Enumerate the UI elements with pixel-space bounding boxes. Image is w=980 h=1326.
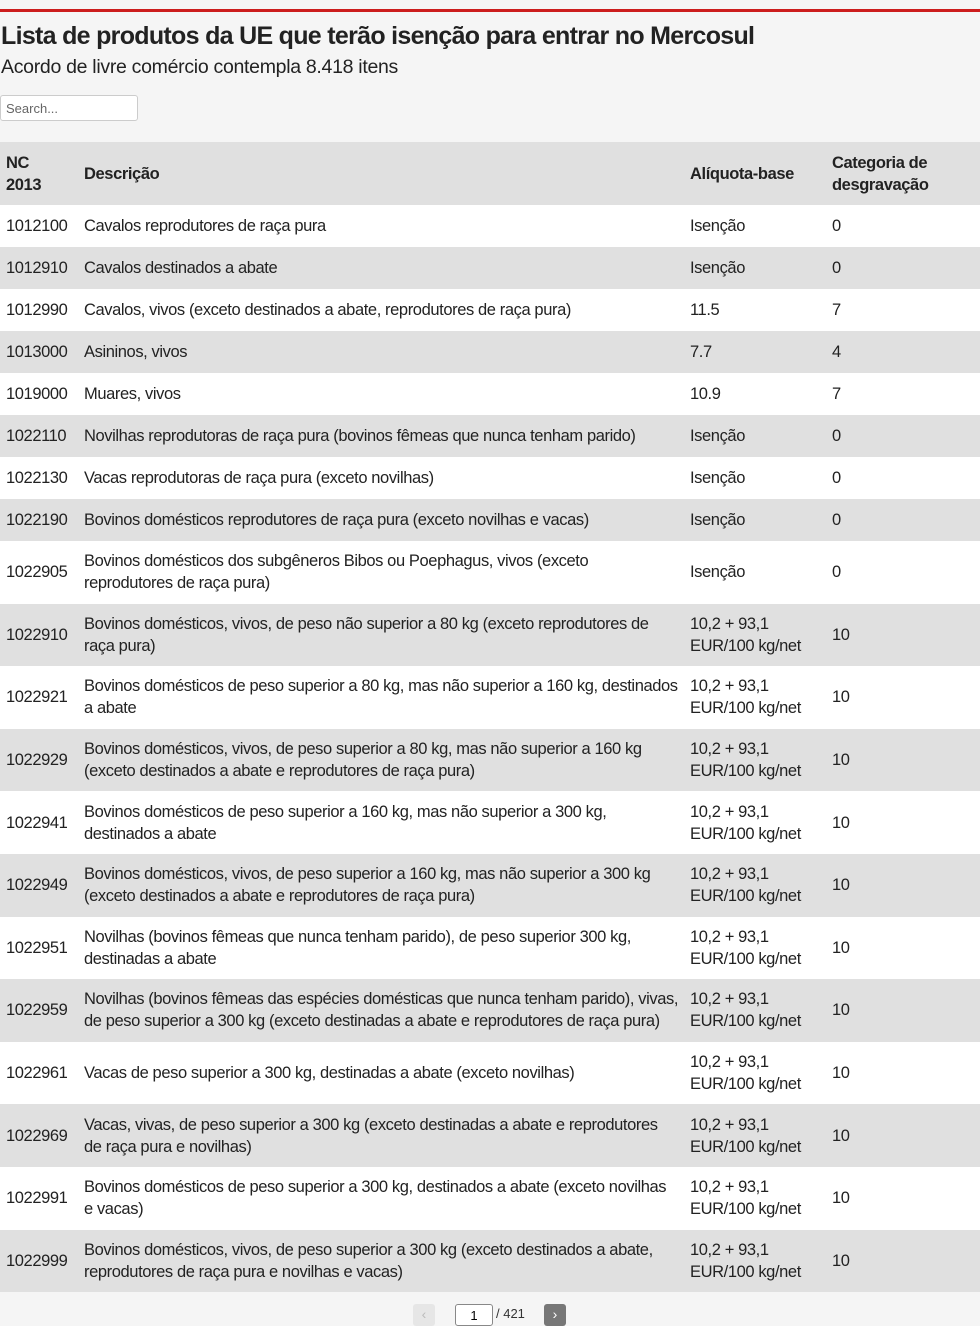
cell-nc: 1022949 — [6, 876, 68, 895]
table-row — [0, 1230, 980, 1293]
products-table — [0, 142, 980, 1292]
cell-aliquota: 10,2 + 93,1 EUR/100 kg/net — [690, 1115, 801, 1156]
table-row — [0, 1042, 980, 1105]
column-header-aliquota[interactable]: Alíquota-base — [690, 164, 794, 183]
cell-nc: 1022961 — [6, 1064, 68, 1083]
table-header-row — [0, 142, 980, 205]
cell-categoria: 10 — [832, 1126, 850, 1145]
cell-aliquota: Isenção — [690, 259, 745, 277]
cell-descricao: Bovinos domésticos, vivos, de peso não superior a 80 kg (exceto reprodutores de raça pura) — [84, 614, 649, 655]
table-row — [0, 729, 980, 792]
cell-aliquota: Isenção — [690, 217, 745, 235]
table-row — [0, 979, 980, 1042]
cell-nc: 1022910 — [6, 625, 68, 644]
cell-aliquota: Isenção — [690, 469, 745, 487]
cell-descricao: Vacas de peso superior a 300 kg, destinadas a abate (exceto novilhas) — [84, 1064, 575, 1083]
cell-descricao: Vacas reprodutoras de raça pura (exceto novilhas) — [84, 469, 434, 487]
page-subtitle: Acordo de livre comércio contempla 8.418 itens — [1, 56, 398, 78]
cell-aliquota: 10,2 + 93,1 EUR/100 kg/net — [690, 1053, 801, 1094]
cell-nc: 1022999 — [6, 1251, 68, 1270]
cell-aliquota: 10,2 + 93,1 EUR/100 kg/net — [690, 614, 801, 655]
cell-nc: 1022969 — [6, 1126, 68, 1145]
cell-descricao: Novilhas (bovinos fêmeas das espécies domésticas que nunca tenham parido), vivas, de peso superior a 300 kg (exceto destinadas a abate e reprodutores de raça pura) — [84, 990, 679, 1031]
column-header-nc[interactable]: NC 2013 — [6, 153, 42, 194]
table-row — [0, 917, 980, 980]
table-row — [0, 666, 980, 729]
cell-categoria: 10 — [832, 1251, 850, 1270]
cell-nc: 1022929 — [6, 751, 68, 770]
cell-aliquota: 10,2 + 93,1 EUR/100 kg/net — [690, 990, 801, 1031]
cell-categoria: 0 — [832, 563, 841, 582]
cell-categoria: 10 — [832, 1001, 850, 1020]
table-row — [0, 289, 980, 331]
cell-nc: 1019000 — [6, 385, 68, 403]
cell-nc: 1022130 — [6, 469, 68, 487]
table-row — [0, 205, 980, 247]
cell-nc: 1022941 — [6, 813, 68, 832]
table-row — [0, 457, 980, 499]
cell-descricao: Novilhas reprodutoras de raça pura (bovinos fêmeas que nunca tenham parido) — [84, 427, 636, 445]
cell-nc: 1012910 — [6, 259, 68, 277]
cell-aliquota: 10.9 — [690, 385, 721, 403]
cell-aliquota: Isenção — [690, 427, 745, 445]
table-row — [0, 331, 980, 373]
cell-descricao: Cavalos reprodutores de raça pura — [84, 217, 326, 235]
cell-nc: 1022951 — [6, 938, 68, 957]
cell-aliquota: Isenção — [690, 511, 745, 529]
cell-aliquota: 7.7 — [690, 343, 712, 361]
table-row — [0, 791, 980, 854]
table-row — [0, 373, 980, 415]
cell-aliquota: Isenção — [690, 563, 745, 582]
cell-nc: 1013000 — [6, 343, 68, 361]
cell-categoria: 10 — [832, 876, 850, 895]
table-row — [0, 541, 980, 604]
search-input[interactable] — [0, 95, 138, 121]
cell-categoria: 10 — [832, 625, 850, 644]
cell-descricao: Vacas, vivas, de peso superior a 300 kg (exceto destinadas a abate e reprodutores de raça pura e novilhas) — [84, 1115, 658, 1156]
cell-categoria: 10 — [832, 1189, 850, 1208]
cell-aliquota: 10,2 + 93,1 EUR/100 kg/net — [690, 1178, 801, 1219]
table-row — [0, 1167, 980, 1230]
cell-descricao: Bovinos domésticos de peso superior a 300 kg, destinados a abate (exceto novilhas e vacas) — [84, 1178, 667, 1219]
cell-aliquota: 10,2 + 93,1 EUR/100 kg/net — [690, 740, 801, 781]
cell-categoria: 0 — [832, 511, 841, 529]
cell-aliquota: 10,2 + 93,1 EUR/100 kg/net — [690, 865, 801, 906]
cell-aliquota: 10,2 + 93,1 EUR/100 kg/net — [690, 927, 801, 968]
cell-categoria: 10 — [832, 1064, 850, 1083]
cell-categoria: 10 — [832, 938, 850, 957]
cell-descricao: Asininos, vivos — [84, 343, 188, 361]
cell-descricao: Bovinos domésticos, vivos, de peso superior a 80 kg, mas não superior a 160 kg (exceto destinados a abate e reprodutores de raça pura) — [84, 740, 642, 781]
cell-categoria: 10 — [832, 751, 850, 770]
cell-descricao: Muares, vivos — [84, 385, 181, 403]
cell-nc: 1022921 — [6, 688, 68, 707]
page-title: Lista de produtos da UE que terão isenção para entrar no Mercosul — [1, 22, 755, 50]
next-page-button[interactable]: › — [544, 1304, 566, 1326]
cell-descricao: Novilhas (bovinos fêmeas que nunca tenham parido), de peso superior 300 kg, destinadas a abate — [84, 927, 631, 968]
cell-nc: 1022110 — [6, 427, 67, 445]
cell-nc: 1012100 — [6, 217, 68, 235]
cell-categoria: 0 — [832, 259, 841, 277]
cell-categoria: 10 — [832, 813, 850, 832]
cell-nc: 1012990 — [6, 301, 68, 319]
cell-descricao: Bovinos domésticos de peso superior a 80 kg, mas não superior a 160 kg, destinados a abate — [84, 677, 678, 718]
cell-descricao: Bovinos domésticos, vivos, de peso superior a 300 kg (exceto destinados a abate, reprodutores de raça pura e novilhas e vacas) — [84, 1240, 653, 1281]
table-row — [0, 415, 980, 457]
cell-categoria: 4 — [832, 343, 841, 361]
table-row — [0, 604, 980, 667]
table-row — [0, 247, 980, 289]
column-header-descricao[interactable]: Descrição — [84, 164, 160, 183]
column-header-categoria[interactable]: Categoria de desgravação — [832, 153, 929, 194]
pagination — [0, 1302, 980, 1322]
previous-page-button[interactable]: ‹ — [413, 1304, 435, 1326]
table-row — [0, 854, 980, 917]
page-number-input[interactable] — [455, 1304, 493, 1326]
cell-categoria: 0 — [832, 217, 841, 235]
cell-categoria: 0 — [832, 427, 841, 445]
cell-aliquota: 10,2 + 93,1 EUR/100 kg/net — [690, 677, 801, 718]
cell-nc: 1022991 — [6, 1189, 68, 1208]
cell-categoria: 7 — [832, 385, 841, 403]
cell-descricao: Bovinos domésticos de peso superior a 160 kg, mas não superior a 300 kg, destinados a abate — [84, 802, 607, 843]
table-row — [0, 1104, 980, 1167]
cell-descricao: Bovinos domésticos reprodutores de raça pura (exceto novilhas e vacas) — [84, 511, 589, 529]
cell-descricao: Bovinos domésticos, vivos, de peso superior a 160 kg, mas não superior a 300 kg (exceto destinados a abate e reprodutores de raça pura) — [84, 865, 651, 906]
table-row — [0, 499, 980, 541]
page-total: / 421 — [496, 1306, 525, 1321]
cell-descricao: Cavalos destinados a abate — [84, 259, 278, 277]
cell-aliquota: 10,2 + 93,1 EUR/100 kg/net — [690, 1240, 801, 1281]
cell-categoria: 10 — [832, 688, 850, 707]
cell-aliquota: 11.5 — [690, 301, 720, 319]
cell-categoria: 0 — [832, 469, 841, 487]
cell-nc: 1022959 — [6, 1001, 68, 1020]
cell-nc: 1022905 — [6, 563, 68, 582]
cell-descricao: Bovinos domésticos dos subgêneros Bibos ou Poephagus, vivos (exceto reprodutores de raça pura) — [84, 552, 589, 593]
cell-categoria: 7 — [832, 301, 841, 319]
cell-aliquota: 10,2 + 93,1 EUR/100 kg/net — [690, 802, 801, 843]
accent-bar — [0, 9, 980, 12]
cell-nc: 1022190 — [6, 511, 68, 529]
cell-descricao: Cavalos, vivos (exceto destinados a abate, reprodutores de raça pura) — [84, 301, 571, 319]
